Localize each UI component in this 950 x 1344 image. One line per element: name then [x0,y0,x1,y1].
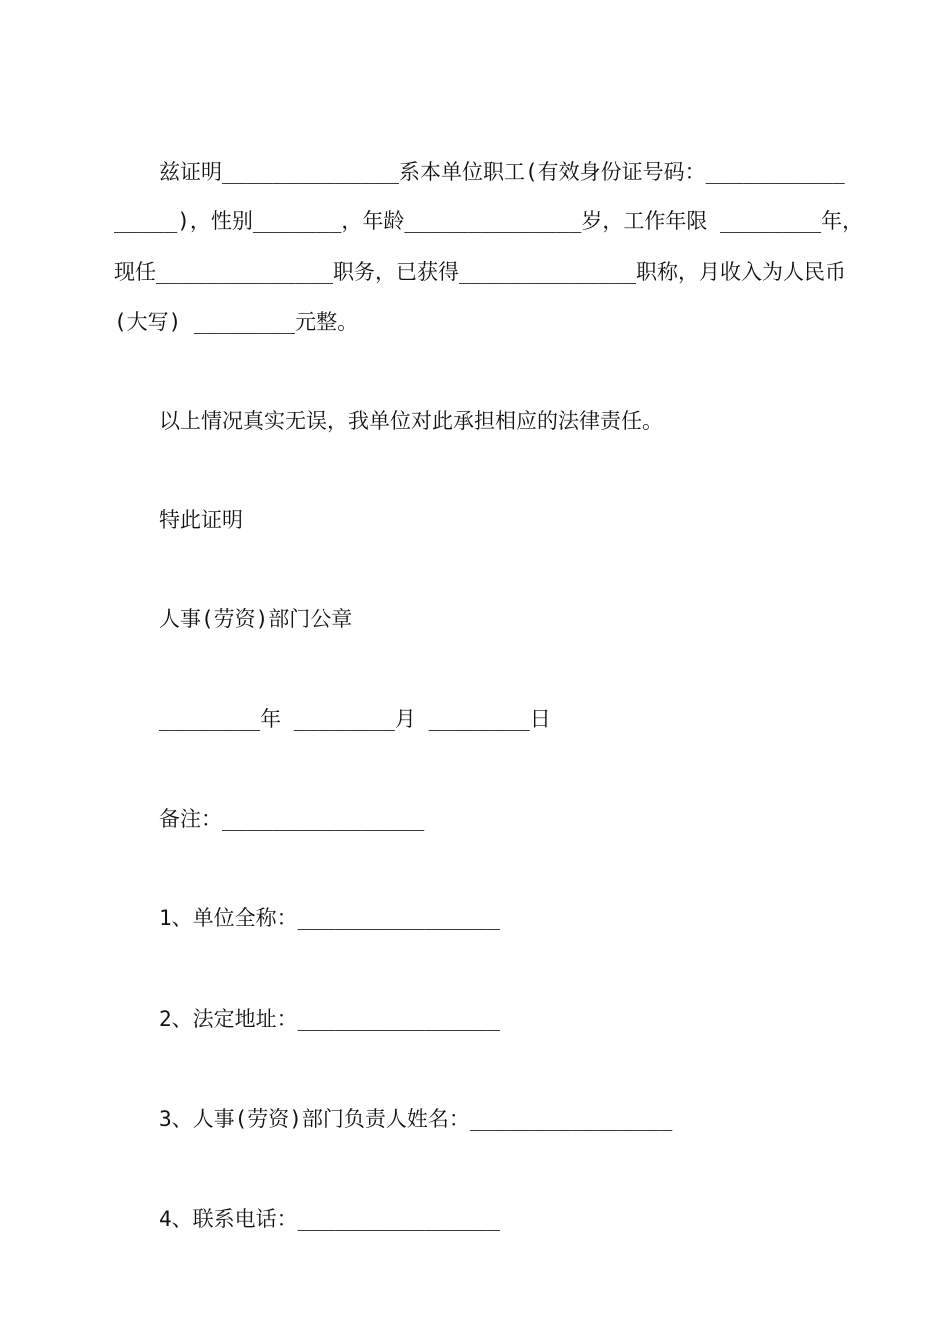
remark-item-hr-head: 3、人事(劳资)部门负责人姓名：________________ [159,1107,673,1131]
remark-item-address: 2、法定地址：________________ [159,1007,500,1031]
paragraph2: 以上情况真实无误，我单位对此承担相应的法律责任。 [159,409,663,433]
remarks-label: 备注：________________ [159,807,425,831]
closing-text: 特此证明 [159,508,243,532]
date-line: ________年 ________月 ________日 [159,707,551,731]
paragraph1-line1: 兹证明______________系本单位职工(有效身份证号码：___________ [159,160,845,184]
seal-label: 人事(劳资)部门公章 [159,607,353,631]
remark-item-phone: 4、联系电话：________________ [159,1207,500,1231]
paragraph1-line2: _____)，性别_______，年龄______________岁，工作年限 ________年， [114,209,864,233]
paragraph1-line3: 现任______________职务，已获得______________职称，月收入为人民币 [114,260,847,284]
remark-item-unit-name: 1、单位全称：________________ [159,906,500,930]
paragraph1-line4: (大写) ________元整。 [114,310,359,334]
